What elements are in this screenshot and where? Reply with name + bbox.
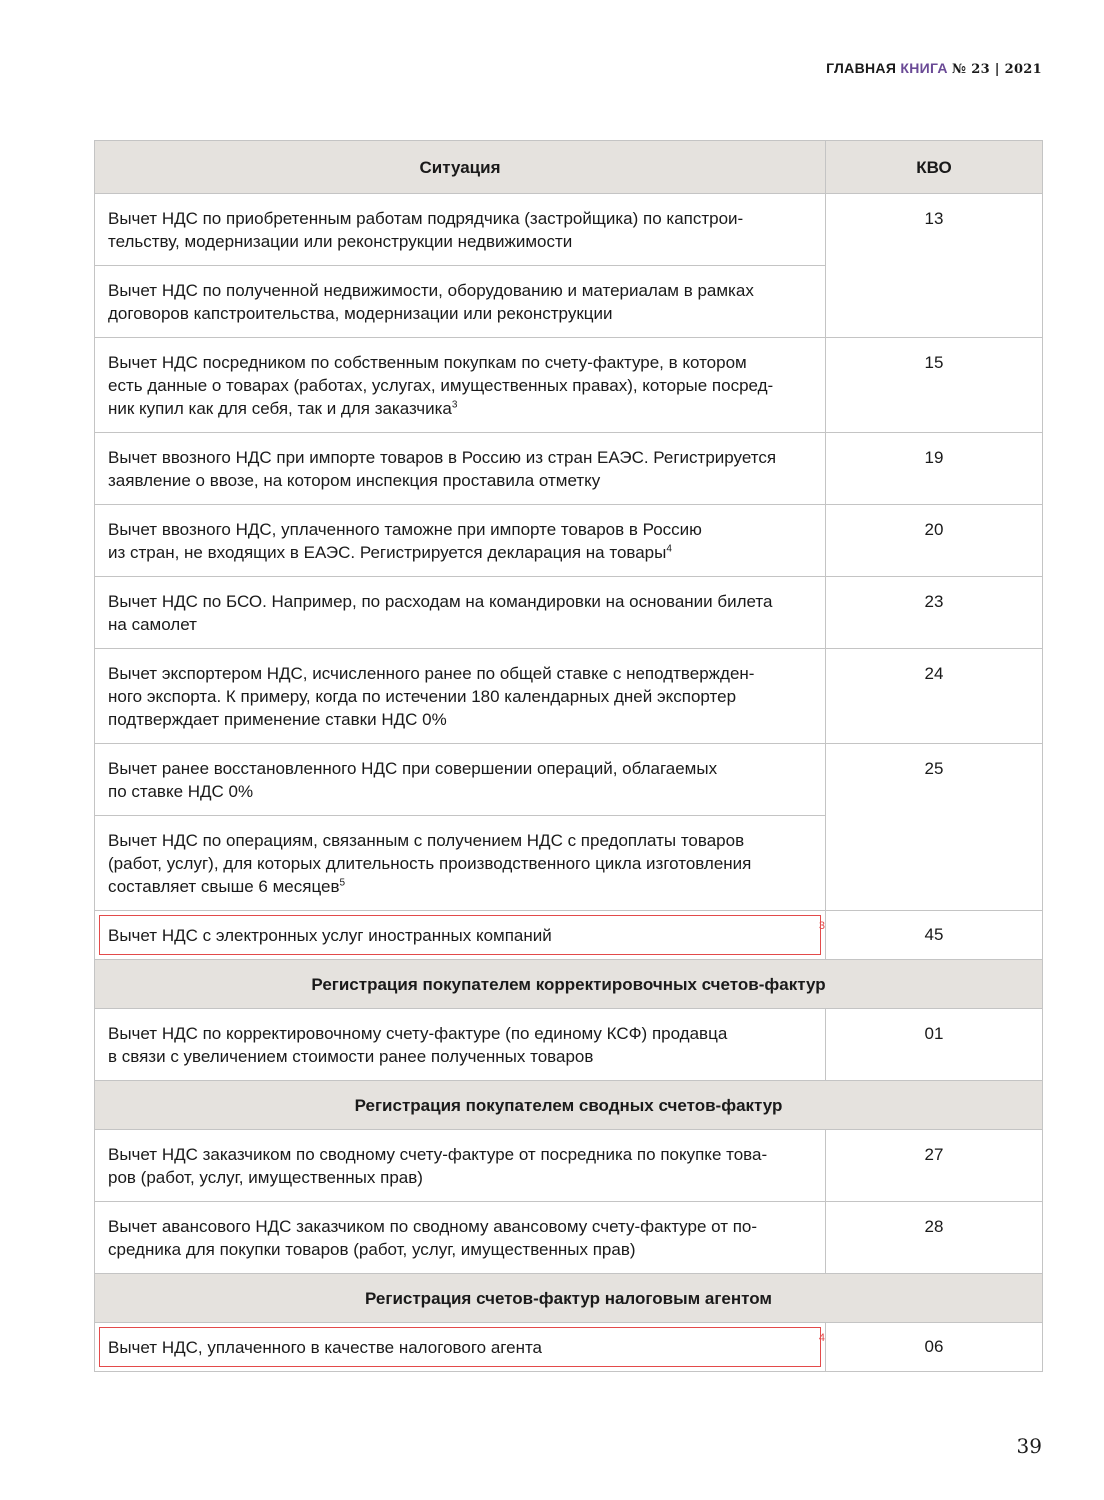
situation-cell: [95, 338, 826, 433]
table-row: [95, 1202, 1043, 1274]
footnote-ref: 3: [451, 399, 458, 411]
issue-number: № 23 | 2021: [951, 62, 1042, 77]
kvo-cell: 06: [826, 1323, 1043, 1372]
page-header: [826, 60, 1042, 77]
table-row: [95, 744, 1043, 816]
situation-cell: Вычет НДС по приобретенным работам подрядчика (застройщика) по капстрои- тельству, модернизации или реконструкции недвижимости: [95, 194, 826, 266]
situation-cell: [95, 911, 826, 960]
table-row: [95, 505, 1043, 577]
kvo-cell: 25: [826, 744, 1043, 911]
table-row: [95, 1009, 1043, 1081]
column-header-kvo: КВО: [826, 141, 1043, 194]
situation-cell: Вычет ввозного НДС при импорте товаров в Россию из стран ЕАЭС. Регистрируется заявление о ввозе, на котором инспекция проставила отметку: [95, 433, 826, 505]
section-header-row: [95, 1081, 1043, 1130]
situation-cell: [95, 816, 826, 911]
situation-text: Вычет НДС по операциям, связанным с получением НДС с предоплаты товаров (работ, услуг), для которых длительность производственного цикла изготовления составляет свыше 6 месяцев: [108, 831, 752, 896]
situation-cell: Вычет НДС по полученной недвижимости, оборудованию и материалам в рамках договоров капстроительства, модернизации или реконструкции: [95, 266, 826, 338]
table-row: [95, 577, 1043, 649]
situation-cell: Вычет НДС по БСО. Например, по расходам на командировки на основании билета на самолет: [95, 577, 826, 649]
section-title: Регистрация покупателем сводных счетов-фактур: [95, 1081, 1043, 1130]
kvo-cell: 20: [826, 505, 1043, 577]
situation-text: Вычет НДС с электронных услуг иностранных компаний: [108, 925, 552, 945]
kvo-table: [94, 140, 1043, 1372]
table-row: [95, 1323, 1043, 1372]
kvo-cell: 13: [826, 194, 1043, 338]
situation-text: Вычет НДС, уплаченного в качестве налогового агента: [108, 1337, 543, 1357]
page-number: 39: [1016, 1434, 1042, 1458]
kvo-cell: 19: [826, 433, 1043, 505]
table-row: [95, 433, 1043, 505]
kvo-cell: 01: [826, 1009, 1043, 1081]
table-header-row: [95, 141, 1043, 194]
section-title: Регистрация счетов-фактур налоговым агентом: [95, 1274, 1043, 1323]
situation-cell: Вычет экспортером НДС, исчисленного ранее по общей ставке с неподтвержден- ного экспорта. К примеру, когда по истечении 180 календарных дней экспортер подтверждает применение ставки НДС 0%: [95, 649, 826, 744]
situation-cell: [95, 505, 826, 577]
situation-text: Вычет НДС посредником по собственным покупкам по счету-фактуре, в котором есть данные о товарах (работах, услугах, имущественных правах), которые посред- ник купил как для себя, так и для заказчика: [108, 353, 774, 418]
kvo-cell: 28: [826, 1202, 1043, 1274]
situation-cell: Вычет НДС заказчиком по сводному счету-фактуре от посредника по покупке това- ров (работ, услуг, имущественных прав): [95, 1130, 826, 1202]
footnote-ref: 4: [666, 543, 672, 555]
situation-cell: [95, 1323, 826, 1372]
situation-text: Вычет ввозного НДС, уплаченного таможне при импорте товаров в Россию из стран, не входящих в ЕАЭС. Регистрируется декларация на товары: [108, 520, 702, 562]
table-row: [95, 911, 1043, 960]
kvo-cell: 45: [826, 911, 1043, 960]
situation-cell: Вычет ранее восстановленного НДС при совершении операций, облагаемых по ставке НДС 0%: [95, 744, 826, 816]
table-row: [95, 649, 1043, 744]
section-title: Регистрация покупателем корректировочных счетов-фактур: [95, 960, 1043, 1009]
situation-cell: Вычет авансового НДС заказчиком по сводному авансовому счету-фактуре от по- средника для покупки товаров (работ, услуг, имущественных прав): [95, 1202, 826, 1274]
section-header-row: [95, 1274, 1043, 1323]
annotation-marker: 3: [818, 920, 825, 932]
table-row: [95, 194, 1043, 266]
table-row: [95, 1130, 1043, 1202]
annotation-marker: 4: [818, 1332, 825, 1344]
kvo-cell: 24: [826, 649, 1043, 744]
table-row: [95, 338, 1043, 433]
brand-part2: КНИГА: [900, 60, 948, 76]
kvo-cell: 15: [826, 338, 1043, 433]
column-header-situation: Ситуация: [95, 141, 826, 194]
kvo-cell: 23: [826, 577, 1043, 649]
kvo-cell: 27: [826, 1130, 1043, 1202]
section-header-row: [95, 960, 1043, 1009]
brand-part1: ГЛАВНАЯ: [826, 60, 897, 76]
situation-cell: Вычет НДС по корректировочному счету-фактуре (по единому КСФ) продавца в связи с увеличением стоимости ранее полученных товаров: [95, 1009, 826, 1081]
footnote-ref: 5: [339, 877, 346, 889]
